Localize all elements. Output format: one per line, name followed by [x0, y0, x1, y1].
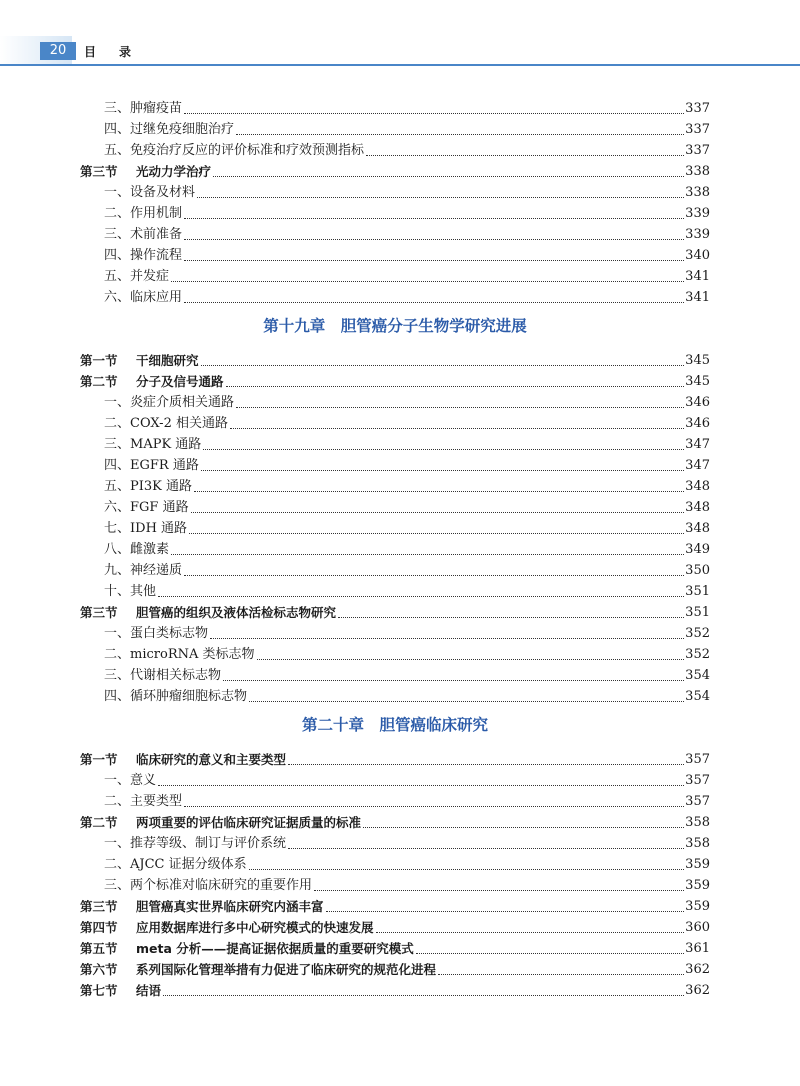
toc-entry-page: 341: [685, 290, 710, 305]
toc-entry-number: 五、: [104, 269, 131, 284]
toc-entry-title: 免疫治疗反应的评价标准和疗效预测指标: [130, 143, 365, 158]
dot-leader: [236, 407, 684, 408]
toc-entry-page: 339: [685, 206, 710, 221]
toc-item-row[interactable]: [80, 117, 710, 138]
toc-entry-number: 二、: [104, 647, 131, 662]
toc-entry-title: FGF 通路: [130, 500, 189, 515]
toc-item-row[interactable]: [80, 495, 710, 516]
toc-entry-title: 胆管癌的组织及液体活检标志物研究: [136, 605, 337, 620]
dot-leader: [338, 617, 684, 618]
toc-entry-number: 第六节: [80, 962, 118, 977]
toc-entry-page: 357: [685, 752, 710, 767]
toc-entry-page: 354: [685, 689, 710, 704]
toc-item-row[interactable]: [80, 621, 710, 642]
toc-entry-number: 四、: [104, 122, 131, 137]
header-rule: [0, 64, 800, 66]
toc-entry-number: 九、: [104, 563, 131, 578]
toc-entry-title: 推荐等级、制订与评价系统: [130, 836, 287, 851]
toc-item-row[interactable]: [80, 852, 710, 873]
toc-entry-number: 三、: [104, 668, 131, 683]
dot-leader: [226, 386, 685, 387]
toc-entry-page: 347: [685, 458, 710, 473]
dot-leader: [201, 470, 684, 471]
toc-entry-title: 应用数据库进行多中心研究模式的快速发展: [136, 920, 374, 935]
toc-entry-number: 第一节: [80, 752, 118, 767]
toc-entry-page: 348: [685, 479, 710, 494]
toc-section-row[interactable]: [80, 600, 710, 621]
dot-leader: [158, 785, 684, 786]
toc-entry-title: 意义: [130, 773, 157, 788]
toc-section-row[interactable]: [80, 747, 710, 768]
toc-entry-page: 351: [685, 605, 710, 620]
dot-leader: [288, 764, 684, 765]
toc-entry-title: PI3K 通路: [130, 479, 193, 494]
toc-item-row[interactable]: [80, 96, 710, 117]
dot-leader: [191, 512, 685, 513]
chapter-heading[interactable]: 第十九章 胆管癌分子生物学研究进展: [263, 317, 527, 335]
toc-entry-page: 347: [685, 437, 710, 452]
toc-entry-number: 十、: [104, 584, 131, 599]
toc-entry-number: 二、: [104, 416, 131, 431]
toc-entry-page: 337: [685, 143, 710, 158]
toc-entry-title: 干细胞研究: [136, 353, 199, 368]
toc-item-row[interactable]: [80, 789, 710, 810]
toc-item-row[interactable]: [80, 180, 710, 201]
toc-entry-page: 340: [685, 248, 710, 263]
toc-entry-title: 两项重要的评估临床研究证据质量的标准: [136, 815, 362, 830]
toc-entry-page: 345: [685, 374, 710, 389]
dot-leader: [326, 911, 685, 912]
toc-section-row[interactable]: [80, 159, 710, 180]
toc-entry-page: 338: [685, 185, 710, 200]
toc-item-row[interactable]: [80, 831, 710, 852]
dot-leader: [184, 806, 684, 807]
toc-entry-page: 358: [685, 836, 710, 851]
toc-entry-number: 六、: [104, 290, 131, 305]
toc-entry-number: 第三节: [80, 164, 118, 179]
toc-entry-page: 361: [685, 941, 710, 956]
toc-entry-number: 一、: [104, 185, 131, 200]
toc-section-row[interactable]: [80, 369, 710, 390]
page-header: [0, 36, 800, 66]
dot-leader: [184, 239, 684, 240]
dot-leader: [314, 890, 684, 891]
toc-entry-title: 临床研究的意义和主要类型: [136, 752, 287, 767]
header-label: [84, 43, 154, 61]
toc-item-row[interactable]: [80, 411, 710, 432]
dot-leader: [249, 869, 685, 870]
toc-entry-number: 五、: [104, 143, 131, 158]
dot-leader: [203, 449, 684, 450]
toc-entry-number: 第四节: [80, 920, 118, 935]
toc-entry-number: 一、: [104, 626, 131, 641]
dot-leader: [184, 218, 684, 219]
toc-entry-page: 337: [685, 101, 710, 116]
toc-entry-number: 八、: [104, 542, 131, 557]
header-label-1: 目: [84, 45, 98, 59]
toc-entry-title: 循环肿瘤细胞标志物: [130, 689, 248, 704]
toc-entry-page: 338: [685, 164, 710, 179]
toc-entry-number: 二、: [104, 857, 131, 872]
toc-entry-page: 358: [685, 815, 710, 830]
dot-leader: [236, 134, 684, 135]
toc-entry-page: 350: [685, 563, 710, 578]
dot-leader: [171, 554, 684, 555]
toc-entry-page: 360: [685, 920, 710, 935]
toc-entry-page: 345: [685, 353, 710, 368]
toc-entry-number: 五、: [104, 479, 131, 494]
toc-item-row[interactable]: [80, 285, 710, 306]
toc-item-row[interactable]: [80, 390, 710, 411]
toc-entry-title: 结语: [136, 983, 162, 998]
toc-item-row[interactable]: [80, 243, 710, 264]
toc-section-row[interactable]: [80, 936, 710, 957]
toc-entry-page: 357: [685, 794, 710, 809]
toc-entry-title: MAPK 通路: [130, 437, 202, 452]
toc-entry-title: microRNA 类标志物: [130, 647, 255, 662]
toc-entry-number: 第一节: [80, 353, 118, 368]
toc-item-row[interactable]: [80, 453, 710, 474]
dot-leader: [184, 113, 684, 114]
dot-leader: [363, 827, 684, 828]
toc-section-row[interactable]: [80, 978, 710, 999]
toc-item-row[interactable]: [80, 474, 710, 495]
page-number: 20: [40, 42, 76, 60]
dot-leader: [416, 953, 684, 954]
toc-entry-page: 354: [685, 668, 710, 683]
toc-entry-title: 操作流程: [130, 248, 183, 263]
toc-entry-page: 359: [685, 899, 710, 914]
toc-entry-title: AJCC 证据分级体系: [130, 857, 247, 872]
toc-item-row[interactable]: [80, 264, 710, 285]
toc-entry-title: 系列国际化管理举措有力促进了临床研究的规范化进程: [136, 962, 437, 977]
toc-entry-title: 设备及材料: [130, 185, 196, 200]
toc-entry-number: 四、: [104, 458, 131, 473]
toc-item-row[interactable]: [80, 222, 710, 243]
toc-entry-number: 第二节: [80, 815, 118, 830]
toc-item-row[interactable]: [80, 537, 710, 558]
toc-item-row[interactable]: [80, 516, 710, 537]
dot-leader: [194, 491, 684, 492]
toc-item-row[interactable]: [80, 768, 710, 789]
dot-leader: [376, 932, 685, 933]
toc-entry-number: 第三节: [80, 605, 118, 620]
dot-leader: [184, 260, 684, 261]
toc-entry-title: 神经递质: [130, 563, 183, 578]
dot-leader: [163, 995, 684, 996]
toc-entry-number: 二、: [104, 206, 131, 221]
toc-entry-title: 两个标准对临床研究的重要作用: [130, 878, 313, 893]
toc-entry-number: 四、: [104, 689, 131, 704]
toc-entry-number: 四、: [104, 248, 131, 263]
dot-leader: [230, 428, 684, 429]
toc-entry-page: 348: [685, 521, 710, 536]
toc-entry-page: 359: [685, 857, 710, 872]
header-label-2: 录: [119, 45, 133, 59]
dot-leader: [158, 596, 684, 597]
toc-entry-number: 一、: [104, 773, 131, 788]
toc-entry-page: 346: [685, 395, 710, 410]
toc-entry-number: 第七节: [80, 983, 118, 998]
toc-entry-title: 其他: [130, 584, 157, 599]
toc-entry-title: meta 分析——提高证据依据质量的重要研究模式: [136, 941, 414, 956]
toc-item-row[interactable]: [80, 432, 710, 453]
toc-entry-page: 337: [685, 122, 710, 137]
dot-leader: [257, 659, 685, 660]
toc-section-row[interactable]: [80, 957, 710, 978]
toc-entry-page: 357: [685, 773, 710, 788]
toc-entry-number: 第二节: [80, 374, 118, 389]
toc-entry-title: 胆管癌真实世界临床研究内涵丰富: [136, 899, 324, 914]
toc-entry-page: 362: [685, 983, 710, 998]
toc-entry-title: 并发症: [130, 269, 170, 284]
toc-entry-title: IDH 通路: [130, 521, 188, 536]
dot-leader: [184, 302, 684, 303]
toc-entry-title: 光动力学治疗: [136, 164, 212, 179]
toc-entry-page: 339: [685, 227, 710, 242]
dot-leader: [288, 848, 684, 849]
toc-entry-page: 341: [685, 269, 710, 284]
toc-entry-page: 349: [685, 542, 710, 557]
toc-entry-number: 三、: [104, 227, 131, 242]
dot-leader: [171, 281, 684, 282]
toc-entry-page: 352: [685, 647, 710, 662]
dot-leader: [213, 176, 684, 177]
dot-leader: [438, 974, 684, 975]
toc-entry-title: 雌激素: [130, 542, 170, 557]
toc-entry-page: 362: [685, 962, 710, 977]
toc-entry-number: 七、: [104, 521, 131, 536]
toc-entry-title: 作用机制: [130, 206, 183, 221]
dot-leader: [249, 701, 684, 702]
toc-entry-title: 蛋白类标志物: [130, 626, 209, 641]
toc-entry-title: 代谢相关标志物: [130, 668, 222, 683]
toc-entry-page: 359: [685, 878, 710, 893]
dot-leader: [366, 155, 684, 156]
toc-entry-title: EGFR 通路: [130, 458, 199, 473]
toc-entry-number: 第三节: [80, 899, 118, 914]
dot-leader: [189, 533, 684, 534]
dot-leader: [210, 638, 684, 639]
toc-item-row[interactable]: [80, 558, 710, 579]
toc-entry-page: 346: [685, 416, 710, 431]
toc-section-row[interactable]: [80, 810, 710, 831]
toc-entry-title: 分子及信号通路: [136, 374, 224, 389]
toc-entry-number: 一、: [104, 836, 131, 851]
toc-entry-number: 三、: [104, 101, 131, 116]
toc-entry-page: 351: [685, 584, 710, 599]
toc-entry-number: 二、: [104, 794, 131, 809]
toc-section-row[interactable]: [80, 348, 710, 369]
toc-item-row[interactable]: [80, 873, 710, 894]
toc-section-row[interactable]: [80, 894, 710, 915]
toc-entry-number: 六、: [104, 500, 131, 515]
chapter-heading[interactable]: 第二十章 胆管癌临床研究: [301, 716, 488, 734]
toc-entry-page: 352: [685, 626, 710, 641]
toc-entry-number: 三、: [104, 878, 131, 893]
dot-leader: [223, 680, 684, 681]
toc-entry-title: 过继免疫细胞治疗: [130, 122, 235, 137]
toc-entry-title: COX-2 相关通路: [130, 416, 228, 431]
dot-leader: [201, 365, 685, 366]
toc-entry-title: 肿瘤疫苗: [130, 101, 183, 116]
toc-entry-title: 主要类型: [130, 794, 183, 809]
toc-entry-title: 术前准备: [130, 227, 183, 242]
toc-entry-title: 炎症介质相关通路: [130, 395, 235, 410]
toc-item-row[interactable]: [80, 579, 710, 600]
toc-entry-number: 第五节: [80, 941, 118, 956]
toc-section-row[interactable]: [80, 915, 710, 936]
toc-item-row[interactable]: [80, 138, 710, 159]
dot-leader: [197, 197, 684, 198]
toc-item-row[interactable]: [80, 201, 710, 222]
toc-entry-title: 临床应用: [130, 290, 183, 305]
toc-entry-number: 三、: [104, 437, 131, 452]
toc-item-row[interactable]: [80, 663, 710, 684]
dot-leader: [184, 575, 684, 576]
toc-entry-page: 348: [685, 500, 710, 515]
toc-entry-number: 一、: [104, 395, 131, 410]
toc-item-row[interactable]: [80, 642, 710, 663]
toc-item-row[interactable]: [80, 684, 710, 705]
